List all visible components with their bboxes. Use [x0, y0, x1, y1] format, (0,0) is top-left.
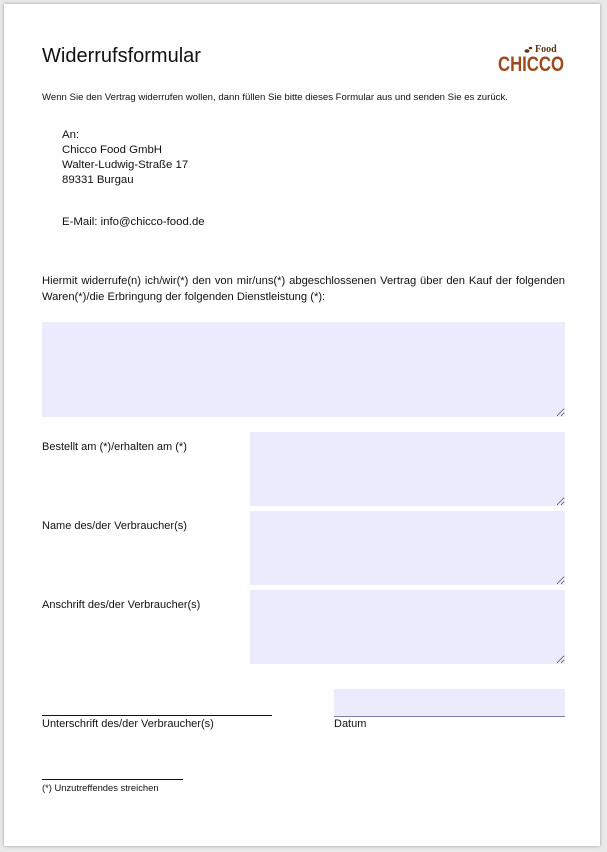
date-label: Datum: [334, 718, 367, 730]
ordered-received-field[interactable]: [250, 432, 565, 506]
intro-text: Wenn Sie den Vertrag widerrufen wollen, dann füllen Sie bitte dieses Formular aus und senden Sie es zurück.: [42, 92, 508, 103]
recipient-street: Walter-Ludwig-Straße 17: [62, 159, 189, 171]
chicco-food-logo: [497, 41, 567, 75]
recipient-address: [62, 128, 188, 188]
goods-services-field[interactable]: [42, 322, 565, 417]
signature-label: Unterschrift des/der Verbraucher(s): [42, 718, 214, 730]
recipient-email: E-Mail: info@chicco-food.de: [62, 216, 205, 228]
consumer-name-field[interactable]: [250, 511, 565, 585]
ordered-received-label: Bestellt am (*)/erhalten am (*): [42, 441, 187, 453]
signature-line: [42, 715, 272, 716]
footnote-divider: [42, 779, 183, 780]
recipient-label: An:: [62, 129, 80, 141]
date-field[interactable]: [334, 689, 565, 717]
consumer-name-label: Name des/der Verbraucher(s): [42, 520, 187, 532]
footnote: (*) Unzutreffendes streichen: [42, 782, 159, 793]
form-page: [4, 4, 600, 846]
consumer-address-field[interactable]: [250, 590, 565, 664]
recipient-company: Chicco Food GmbH: [62, 144, 163, 156]
consumer-address-label: Anschrift des/der Verbraucher(s): [42, 599, 201, 611]
svg-text:CHICCO: CHICCO: [498, 53, 564, 76]
svg-text:Food: Food: [535, 44, 557, 55]
page-title: Widerrufsformular: [42, 45, 201, 67]
withdrawal-declaration: Hiermit widerrufe(n) ich/wir(*) den von mir/uns(*) abgeschlossenen Vertrag über den Kauf der folgenden Waren(*)/die Erbringung der folgenden Dienstleistung (*):: [42, 275, 565, 303]
recipient-city: 89331 Burgau: [62, 174, 134, 186]
